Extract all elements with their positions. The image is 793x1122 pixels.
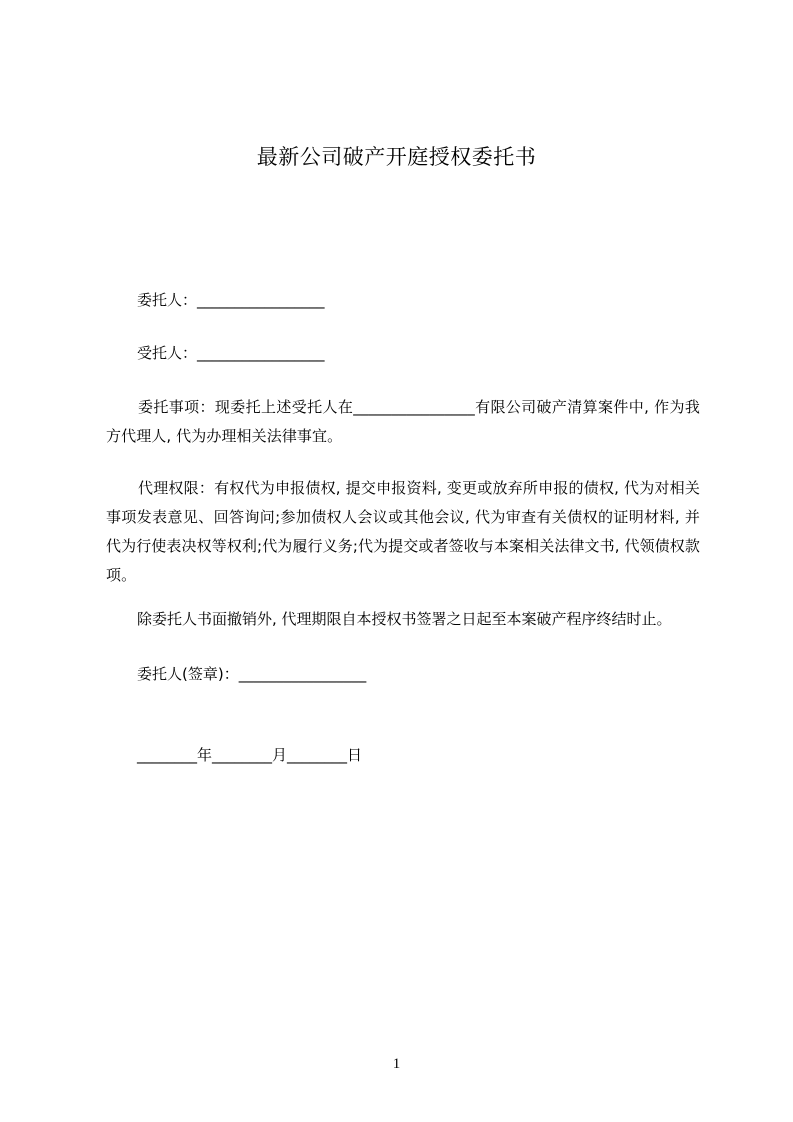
page-number: 1 (392, 1056, 401, 1072)
document-title: 最新公司破产开庭授权委托书 (256, 145, 537, 169)
date-field: ________年________月________日 (137, 746, 363, 764)
signature-field: 委托人(签章)：_________________ (137, 665, 367, 683)
authority-scope-paragraph: 代理权限：有权代为申报债权, 提交申报资料, 变更或放弃所申报的债权, 代为对相关事项发表意见、回答询问;参加债权人会议或其他会议, 代为审查有关债权的证明材料, 并代为行使表决权等权利;代为履行义务;代为提交或者签收与本案相关法律文书, 代领债权款项。 (106, 479, 700, 584)
authorization-term-paragraph: 除委托人书面撤销外, 代理期限自本授权书签署之日起至本案破产程序终结时止。 (137, 610, 672, 628)
agent-field: 受托人：_________________ (137, 344, 325, 362)
principal-field: 委托人：_________________ (137, 291, 325, 309)
entrusted-matters-paragraph: 委托事项：现委托上述受托人在________________有限公司破产清算案件中, 作为我方代理人, 代为办理相关法律事宜。 (106, 398, 700, 445)
